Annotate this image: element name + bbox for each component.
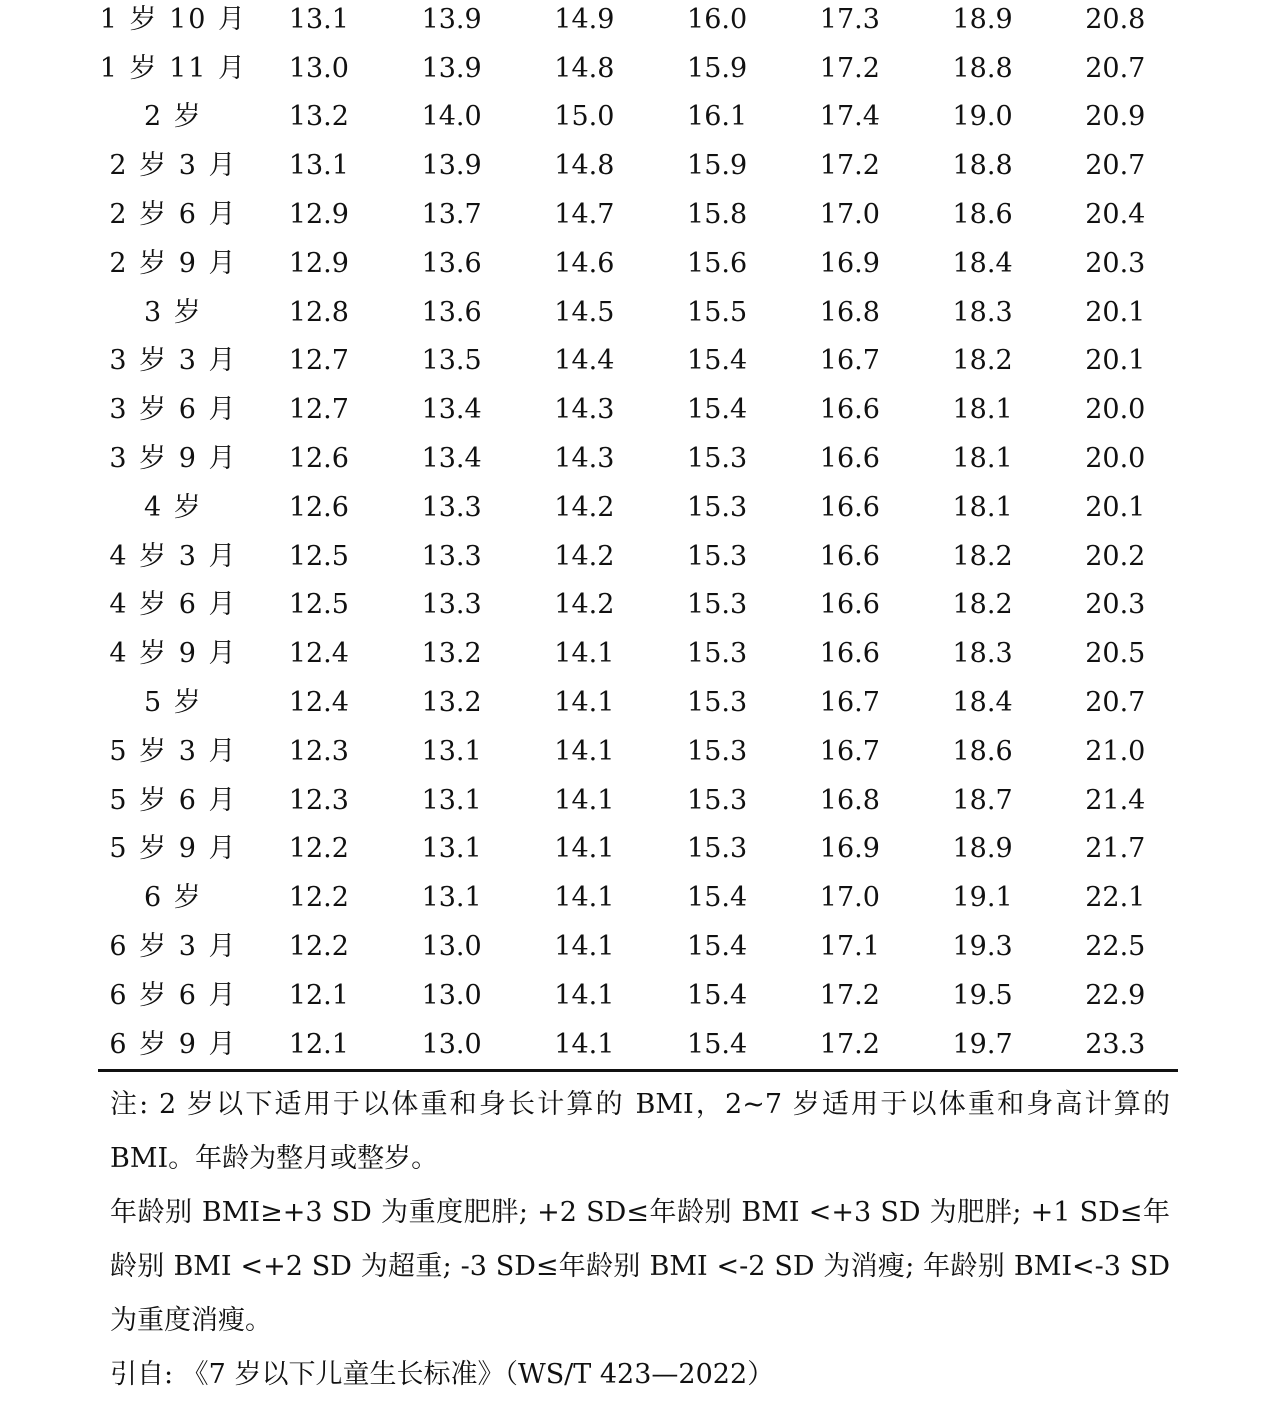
bmi-value-cell: 17.2 <box>819 979 880 1011</box>
bmi-value-cell: 16.6 <box>819 589 880 621</box>
table-row <box>98 0 1178 44</box>
bmi-value-cell: 20.7 <box>1085 52 1146 84</box>
bmi-value-cell: 12.2 <box>288 882 349 914</box>
age-cell: 3 岁 3 月 <box>109 345 238 377</box>
bmi-value-cell: 12.9 <box>288 199 349 231</box>
bmi-value-cell: 21.0 <box>1085 735 1146 767</box>
bmi-value-cell: 13.3 <box>421 540 482 572</box>
bmi-value-cell: 13.2 <box>288 101 349 133</box>
bmi-value-cell: 18.1 <box>952 491 1013 523</box>
bmi-value-cell: 20.2 <box>1085 540 1146 572</box>
bmi-value-cell: 13.7 <box>421 199 482 231</box>
bmi-value-cell: 12.2 <box>288 833 349 865</box>
table-row <box>98 678 1178 727</box>
bmi-value-cell: 13.4 <box>421 394 482 426</box>
bmi-value-cell: 18.4 <box>952 247 1013 279</box>
bmi-value-cell: 16.6 <box>819 394 880 426</box>
bmi-value-cell: 16.8 <box>819 784 880 816</box>
bmi-value-cell: 20.7 <box>1085 150 1146 182</box>
bmi-value-cell: 22.9 <box>1085 979 1146 1011</box>
bmi-value-cell: 14.1 <box>554 931 615 963</box>
bmi-value-cell: 20.9 <box>1085 101 1146 133</box>
bmi-value-cell: 18.8 <box>952 150 1013 182</box>
bmi-value-cell: 16.6 <box>819 491 880 523</box>
bmi-value-cell: 20.8 <box>1085 3 1146 35</box>
bmi-value-cell: 12.1 <box>288 979 349 1011</box>
bmi-value-cell: 18.2 <box>952 345 1013 377</box>
bmi-value-cell: 13.1 <box>421 833 482 865</box>
age-cell: 3 岁 6 月 <box>109 394 238 426</box>
bmi-value-cell: 12.7 <box>288 394 349 426</box>
bmi-value-cell: 14.4 <box>554 345 615 377</box>
bmi-value-cell: 21.7 <box>1085 833 1146 865</box>
table-notes <box>110 1078 1170 1402</box>
table-row <box>98 532 1178 581</box>
bmi-value-cell: 18.6 <box>952 199 1013 231</box>
bmi-value-cell: 15.0 <box>554 101 615 133</box>
age-cell: 5 岁 <box>144 687 203 719</box>
age-cell: 3 岁 <box>144 296 203 328</box>
bmi-value-cell: 15.3 <box>687 589 748 621</box>
table-row <box>98 1020 1178 1070</box>
bmi-value-cell: 15.4 <box>687 394 748 426</box>
bmi-value-cell: 16.7 <box>819 735 880 767</box>
bmi-value-cell: 13.1 <box>421 735 482 767</box>
bmi-value-cell: 13.4 <box>421 443 482 475</box>
age-cell: 5 岁 9 月 <box>109 833 238 865</box>
bmi-value-cell: 13.1 <box>421 882 482 914</box>
bmi-value-cell: 16.6 <box>819 638 880 670</box>
bmi-value-cell: 13.1 <box>288 150 349 182</box>
bmi-value-cell: 12.7 <box>288 345 349 377</box>
bmi-value-cell: 12.3 <box>288 735 349 767</box>
bmi-value-cell: 12.5 <box>288 540 349 572</box>
table-row <box>98 483 1178 532</box>
table-row <box>98 44 1178 93</box>
age-cell: 2 岁 6 月 <box>109 199 238 231</box>
bmi-value-cell: 14.8 <box>554 150 615 182</box>
bmi-value-cell: 19.3 <box>952 931 1013 963</box>
bmi-value-cell: 15.4 <box>687 882 748 914</box>
bmi-value-cell: 12.3 <box>288 784 349 816</box>
table-row <box>98 190 1178 239</box>
table-row <box>98 93 1178 142</box>
bmi-value-cell: 15.5 <box>687 296 748 328</box>
bmi-value-cell: 14.1 <box>554 687 615 719</box>
bmi-value-cell: 22.5 <box>1085 931 1146 963</box>
bmi-value-cell: 20.0 <box>1085 443 1146 475</box>
bmi-value-cell: 12.9 <box>288 247 349 279</box>
bmi-value-cell: 15.4 <box>647 1020 780 1070</box>
bmi-value-cell: 15.3 <box>687 687 748 719</box>
table-row <box>98 288 1178 337</box>
table-row <box>98 581 1178 630</box>
bmi-value-cell: 14.1 <box>554 882 615 914</box>
bmi-value-cell: 13.9 <box>421 52 482 84</box>
age-cell: 1 岁 11 月 <box>99 52 248 84</box>
bmi-value-cell: 12.1 <box>249 1020 382 1070</box>
table-row <box>98 873 1178 922</box>
age-cell: 4 岁 6 月 <box>109 589 238 621</box>
bmi-value-cell: 16.8 <box>819 296 880 328</box>
bmi-value-cell: 17.2 <box>780 1020 913 1070</box>
age-cell: 4 岁 9 月 <box>109 638 238 670</box>
bmi-value-cell: 14.1 <box>554 833 615 865</box>
bmi-value-cell: 13.5 <box>421 345 482 377</box>
age-cell: 6 岁 9 月 <box>98 1020 249 1070</box>
table-row <box>98 971 1178 1020</box>
bmi-value-cell: 15.3 <box>687 735 748 767</box>
bmi-value-cell: 16.0 <box>687 3 748 35</box>
bmi-value-cell: 16.6 <box>819 540 880 572</box>
age-cell: 5 岁 3 月 <box>109 735 238 767</box>
bmi-value-cell: 22.1 <box>1085 882 1146 914</box>
bmi-value-cell: 15.3 <box>687 491 748 523</box>
age-cell: 3 岁 9 月 <box>109 443 238 475</box>
table-row <box>98 776 1178 825</box>
bmi-value-cell: 14.3 <box>554 394 615 426</box>
bmi-value-cell: 16.9 <box>819 833 880 865</box>
bmi-value-cell: 17.0 <box>819 882 880 914</box>
bmi-value-cell: 20.7 <box>1085 687 1146 719</box>
bmi-value-cell: 13.2 <box>421 687 482 719</box>
bmi-value-cell: 13.9 <box>421 150 482 182</box>
bmi-value-cell: 18.3 <box>952 638 1013 670</box>
bmi-value-cell: 13.9 <box>421 3 482 35</box>
bmi-value-cell: 17.2 <box>819 52 880 84</box>
table-row <box>98 727 1178 776</box>
bmi-value-cell: 18.3 <box>952 296 1013 328</box>
bmi-value-cell: 15.8 <box>687 199 748 231</box>
bmi-value-cell: 14.8 <box>554 52 615 84</box>
bmi-value-cell: 12.2 <box>288 931 349 963</box>
bmi-value-cell: 20.0 <box>1085 394 1146 426</box>
bmi-value-cell: 18.9 <box>952 3 1013 35</box>
table-row <box>98 337 1178 386</box>
bmi-value-cell: 16.9 <box>819 247 880 279</box>
bmi-value-cell: 15.3 <box>687 784 748 816</box>
bmi-value-cell: 13.6 <box>421 247 482 279</box>
citation: 引自: 《7 岁以下儿童生长标准》（WS/T 423—2022） <box>110 1359 775 1390</box>
bmi-value-cell: 15.6 <box>687 247 748 279</box>
table-row <box>98 629 1178 678</box>
bmi-value-cell: 13.3 <box>421 589 482 621</box>
bmi-value-cell: 17.0 <box>819 199 880 231</box>
bmi-value-cell: 17.1 <box>819 931 880 963</box>
bmi-value-cell: 12.8 <box>288 296 349 328</box>
bmi-value-cell: 15.9 <box>687 52 748 84</box>
bmi-value-cell: 18.1 <box>952 443 1013 475</box>
bmi-value-cell: 13.2 <box>421 638 482 670</box>
bmi-value-cell: 14.2 <box>554 540 615 572</box>
bmi-value-cell: 21.4 <box>1085 784 1146 816</box>
age-cell: 5 岁 6 月 <box>109 784 238 816</box>
age-cell: 6 岁 3 月 <box>109 931 238 963</box>
table-row <box>98 825 1178 874</box>
bmi-value-cell: 18.2 <box>952 540 1013 572</box>
bmi-value-cell: 23.3 <box>1045 1020 1178 1070</box>
bmi-value-cell: 13.0 <box>288 52 349 84</box>
bmi-value-cell: 13.3 <box>421 491 482 523</box>
age-cell: 2 岁 3 月 <box>109 150 238 182</box>
age-cell: 2 岁 <box>144 101 203 133</box>
bmi-value-cell: 12.4 <box>288 638 349 670</box>
bmi-value-cell: 17.4 <box>819 101 880 133</box>
bmi-value-cell: 13.1 <box>288 3 349 35</box>
bmi-value-cell: 12.6 <box>288 443 349 475</box>
table-body <box>98 0 1178 1070</box>
table-row <box>98 385 1178 434</box>
bmi-value-cell: 20.5 <box>1085 638 1146 670</box>
bmi-value-cell: 15.3 <box>687 638 748 670</box>
bmi-value-cell: 14.9 <box>554 3 615 35</box>
bmi-value-cell: 14.2 <box>554 491 615 523</box>
bmi-value-cell: 13.0 <box>421 931 482 963</box>
bmi-value-cell: 14.2 <box>554 589 615 621</box>
bmi-value-cell: 16.1 <box>687 101 748 133</box>
age-cell: 6 岁 6 月 <box>109 979 238 1011</box>
bmi-value-cell: 13.6 <box>421 296 482 328</box>
bmi-value-cell: 15.9 <box>687 150 748 182</box>
bmi-value-cell: 12.6 <box>288 491 349 523</box>
table-row <box>98 239 1178 288</box>
bmi-value-cell: 14.0 <box>421 101 482 133</box>
bmi-value-cell: 18.2 <box>952 589 1013 621</box>
bmi-value-cell: 14.1 <box>554 979 615 1011</box>
age-cell: 4 岁 <box>144 491 203 523</box>
bmi-value-cell: 15.3 <box>687 443 748 475</box>
note-bmi-classification: 年龄别 BMI≥+3 SD 为重度肥胖; +2 SD≤年龄别 BMI <+3 SD 为肥胖; +1 SD≤年龄别 BMI <+2 SD 为超重; -3 SD≤年龄别 BMI <-2 SD 为消瘦; 年龄别 BMI<-3 SD 为重度消瘦。 <box>110 1197 1170 1336</box>
bmi-value-cell: 14.1 <box>554 638 615 670</box>
bmi-value-cell: 14.1 <box>554 784 615 816</box>
age-cell: 4 岁 3 月 <box>109 540 238 572</box>
bmi-value-cell: 14.5 <box>554 296 615 328</box>
bmi-value-cell: 19.1 <box>952 882 1013 914</box>
bmi-value-cell: 14.1 <box>554 735 615 767</box>
bmi-value-cell: 14.3 <box>554 443 615 475</box>
bmi-value-cell: 20.1 <box>1085 491 1146 523</box>
bmi-value-cell: 15.4 <box>687 345 748 377</box>
bmi-value-cell: 13.0 <box>421 979 482 1011</box>
age-cell: 6 岁 <box>144 882 203 914</box>
bmi-value-cell: 20.3 <box>1085 247 1146 279</box>
bmi-value-cell: 18.1 <box>952 394 1013 426</box>
bmi-value-cell: 16.7 <box>819 345 880 377</box>
bmi-value-cell: 15.3 <box>687 833 748 865</box>
bmi-value-cell: 17.3 <box>819 3 880 35</box>
bmi-value-cell: 14.1 <box>514 1020 647 1070</box>
bmi-value-cell: 19.7 <box>913 1020 1046 1070</box>
bmi-value-cell: 12.4 <box>288 687 349 719</box>
bmi-table <box>98 0 1178 1072</box>
bmi-value-cell: 13.0 <box>382 1020 515 1070</box>
age-cell: 2 岁 9 月 <box>109 247 238 279</box>
bmi-value-cell: 20.3 <box>1085 589 1146 621</box>
bmi-value-cell: 16.6 <box>819 443 880 475</box>
bmi-value-cell: 18.6 <box>952 735 1013 767</box>
bmi-value-cell: 14.7 <box>554 199 615 231</box>
bmi-value-cell: 18.9 <box>952 833 1013 865</box>
table-row <box>98 141 1178 190</box>
bmi-value-cell: 14.6 <box>554 247 615 279</box>
table-row <box>98 922 1178 971</box>
bmi-value-cell: 20.1 <box>1085 296 1146 328</box>
bmi-value-cell: 19.0 <box>952 101 1013 133</box>
bmi-value-cell: 20.4 <box>1085 199 1146 231</box>
note-age-applicability: 注: 2 岁以下适用于以体重和身长计算的 BMI，2~7 岁适用于以体重和身高计算的 BMI。年龄为整月或整岁。 <box>110 1089 1170 1174</box>
bmi-value-cell: 18.4 <box>952 687 1013 719</box>
bmi-value-cell: 15.4 <box>687 931 748 963</box>
bmi-table-container <box>98 0 1178 1072</box>
age-cell: 1 岁 10 月 <box>99 3 248 35</box>
bmi-value-cell: 13.1 <box>421 784 482 816</box>
bmi-value-cell: 16.7 <box>819 687 880 719</box>
bmi-value-cell: 15.4 <box>687 979 748 1011</box>
bmi-value-cell: 12.5 <box>288 589 349 621</box>
bmi-value-cell: 19.5 <box>952 979 1013 1011</box>
bmi-value-cell: 20.1 <box>1085 345 1146 377</box>
bmi-value-cell: 18.8 <box>952 52 1013 84</box>
table-row <box>98 434 1178 483</box>
bmi-value-cell: 15.3 <box>687 540 748 572</box>
bmi-value-cell: 18.7 <box>952 784 1013 816</box>
bmi-value-cell: 17.2 <box>819 150 880 182</box>
